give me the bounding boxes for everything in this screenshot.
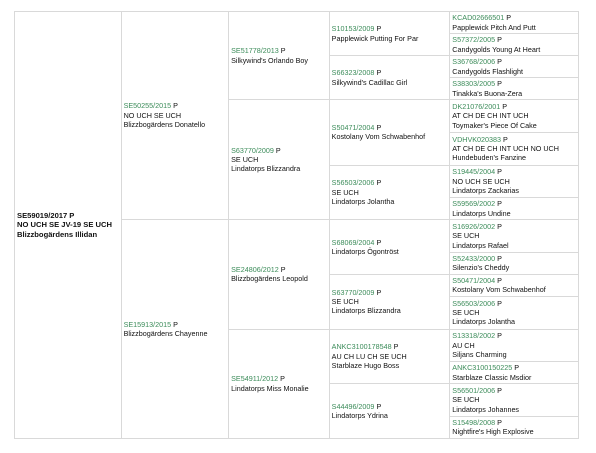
registration-link[interactable]: VDHVK020383 xyxy=(452,134,502,144)
ancestor-cell-gen3 xyxy=(329,384,450,439)
sex-marker: P xyxy=(280,374,285,384)
registration-link[interactable]: DK21076/2001 xyxy=(452,102,501,112)
reg-line xyxy=(452,222,576,231)
dog-name: Silkywind's Cadillac Girl xyxy=(331,77,408,87)
titles: SE UCH xyxy=(331,187,359,197)
sex-marker: P xyxy=(503,134,508,144)
sex-marker: P xyxy=(173,319,178,329)
reg-line xyxy=(231,265,327,274)
titles: SE UCH xyxy=(331,297,359,306)
reg-line xyxy=(452,135,576,144)
registration-link[interactable]: S15498/2008 xyxy=(452,417,496,427)
reg-line xyxy=(332,402,448,411)
sex-marker: P xyxy=(497,276,502,286)
ancestor-cell-gen4 xyxy=(450,78,579,100)
dog-name: Toymaker's Piece Of Cake xyxy=(452,120,537,130)
titles: AT CH DE CH INT UCH NO UCH xyxy=(452,144,559,154)
sex-marker: P xyxy=(376,287,382,297)
registration-link[interactable]: S56503/2006 xyxy=(331,178,375,188)
registration-link[interactable]: ANKC3100150225 xyxy=(452,363,513,373)
reg-line xyxy=(452,199,576,208)
reg-line xyxy=(17,211,119,220)
ancestor-cell-gen4 xyxy=(450,416,579,438)
reg-line xyxy=(231,46,327,55)
titles: SE UCH xyxy=(452,231,480,241)
ancestor-cell-gen4 xyxy=(450,34,579,56)
dog-name: Kostolany Vom Schwabenhof xyxy=(452,285,546,295)
ancestor-cell-gen4 xyxy=(450,362,579,384)
ancestor-cell-gen4 xyxy=(450,384,579,417)
titles: AU CH LU CH SE UCH xyxy=(331,351,407,361)
registration-link[interactable]: SE24806/2012 xyxy=(231,264,279,274)
dog-name: Siljans Charming xyxy=(452,350,507,360)
registration-link[interactable]: S13318/2002 xyxy=(452,331,496,341)
sex-marker: P xyxy=(280,46,286,56)
dog-name: Blizzbogärdens Leopold xyxy=(231,274,308,284)
titles: AT CH DE CH INT UCH xyxy=(452,111,529,121)
registration-link[interactable]: S36768/2006 xyxy=(452,57,496,67)
ancestor-cell-gen2 xyxy=(229,220,330,329)
ancestor-cell-gen3 xyxy=(329,12,450,56)
ancestor-cell-gen3 xyxy=(329,165,450,220)
sex-marker: P xyxy=(173,101,178,111)
ancestor-cell-gen4 xyxy=(450,165,579,198)
registration-link[interactable]: S10153/2009 xyxy=(331,24,375,34)
reg-line xyxy=(332,288,448,297)
sex-marker: P xyxy=(280,264,286,274)
registration-link[interactable]: KCAD02666501 xyxy=(452,13,505,23)
ancestor-cell-gen4 xyxy=(450,198,579,220)
ancestor-cell-gen2 xyxy=(229,12,330,100)
registration-link[interactable]: S68069/2004 xyxy=(331,237,375,247)
ancestor-cell-gen4 xyxy=(450,329,579,362)
reg-line xyxy=(452,13,576,22)
sex-marker: P xyxy=(514,363,520,373)
registration-link[interactable]: S38303/2005 xyxy=(452,79,496,89)
registration-link[interactable]: S63770/2009 xyxy=(231,145,274,155)
dog-name: Tinakka's Buona-Zera xyxy=(452,88,523,98)
reg-line xyxy=(452,418,576,427)
dog-name: Candygolds Flashlight xyxy=(452,66,524,76)
reg-line xyxy=(452,35,576,44)
sex-marker: P xyxy=(506,13,512,23)
reg-line xyxy=(452,299,576,308)
sex-marker: P xyxy=(376,24,382,34)
sex-marker: P xyxy=(497,221,502,231)
ancestor-cell-gen1 xyxy=(121,12,229,220)
dog-name: Blizzbogärdens Donatello xyxy=(123,120,206,130)
dog-name: Starblaze Hugo Boss xyxy=(331,361,400,371)
dog-name: Lindatorps Miss Monalie xyxy=(231,383,309,393)
registration-link[interactable]: S16926/2002 xyxy=(452,221,496,231)
dog-name: Silkywind's Orlando Boy xyxy=(231,55,308,65)
dog-name: Lindatorps Jolantha xyxy=(452,317,516,327)
sex-marker: P xyxy=(497,35,502,45)
titles: NO UCH SE JV-19 SE UCH xyxy=(17,220,112,230)
registration-link[interactable]: SE50255/2015 xyxy=(123,101,172,111)
dog-name: Lindatorps Blizzandra xyxy=(231,164,301,174)
sex-marker: P xyxy=(497,199,502,209)
reg-line xyxy=(124,101,227,110)
dog-name: Lindatorps Rafael xyxy=(452,240,509,250)
reg-line xyxy=(332,123,448,132)
registration-link[interactable]: S19445/2004 xyxy=(452,167,496,177)
ancestor-cell-gen1 xyxy=(121,220,229,439)
ancestor-cell-gen4 xyxy=(450,132,579,165)
registration-link[interactable]: S56501/2006 xyxy=(452,385,496,395)
reg-line xyxy=(332,238,448,247)
registration-link[interactable]: S66323/2008 xyxy=(331,68,375,78)
reg-line xyxy=(332,68,448,77)
reg-line xyxy=(452,79,576,88)
ancestor-cell-gen4 xyxy=(450,100,579,133)
sex-marker: P xyxy=(502,102,508,112)
reg-line xyxy=(452,331,576,340)
dog-name: Papplewick Pitch And Putt xyxy=(452,22,536,32)
subject-dog-cell xyxy=(15,12,122,439)
sex-marker: P xyxy=(497,298,502,308)
sex-marker: P xyxy=(497,385,502,395)
pedigree-row xyxy=(15,12,579,34)
dog-name: Lindatorps Jolantha xyxy=(331,197,395,207)
reg-line xyxy=(231,374,327,383)
titles: AU CH xyxy=(452,340,475,350)
ancestor-cell-gen4 xyxy=(450,296,579,329)
titles: SE UCH xyxy=(452,308,480,318)
titles: SE UCH xyxy=(452,395,480,405)
dog-name: Lindatorps Ögontröst xyxy=(331,247,399,257)
dog-name: Kostolany Vom Schwabenhof xyxy=(331,132,426,142)
titles: SE UCH xyxy=(231,155,259,165)
sex-marker: P xyxy=(376,401,382,411)
reg-line xyxy=(452,167,576,176)
ancestor-cell-gen2 xyxy=(229,100,330,220)
ancestor-cell-gen3 xyxy=(329,100,450,165)
dog-name: Lindatorps Undine xyxy=(452,208,511,218)
registration-link[interactable]: SE15913/2015 xyxy=(123,319,172,329)
ancestor-cell-gen2 xyxy=(229,329,330,438)
registration-link[interactable]: S63770/2009 xyxy=(331,287,375,297)
registration-link[interactable]: S59569/2002 xyxy=(452,199,496,209)
dog-name: Candygolds Young At Heart xyxy=(452,44,541,54)
dog-name: Silenzio's Cheddy xyxy=(452,263,510,273)
registration-link[interactable]: SE51778/2013 xyxy=(231,46,279,56)
registration-link[interactable]: SE54911/2012 xyxy=(231,374,279,384)
registration-link[interactable]: S52433/2000 xyxy=(452,253,496,263)
registration-link[interactable]: S50471/2004 xyxy=(452,276,496,286)
ancestor-cell-gen3 xyxy=(329,220,450,275)
reg-line xyxy=(124,320,227,329)
reg-line xyxy=(231,146,327,155)
dog-name: Starblaze Classic Msdior xyxy=(452,372,532,382)
dog-name: Hundebuden's Fanzine xyxy=(452,153,526,163)
reg-line xyxy=(452,254,576,263)
dog-name: Lindatorps Ydrina xyxy=(331,411,388,421)
ancestor-cell-gen4 xyxy=(450,220,579,253)
sex-marker: P xyxy=(497,417,502,427)
sex-marker: P xyxy=(275,145,281,155)
reg-line xyxy=(452,386,576,395)
sex-marker: P xyxy=(497,167,502,177)
dog-name: Blizzbogärdens Chayenne xyxy=(123,329,208,339)
ancestor-cell-gen4 xyxy=(450,274,579,296)
ancestor-cell-gen3 xyxy=(329,56,450,100)
dog-name: Nightfire's High Explosive xyxy=(452,427,534,437)
registration-link[interactable]: ANKC3100178548 xyxy=(331,342,392,352)
sex-marker: P xyxy=(497,331,502,341)
dog-name: Blizzbogärdens Illidan xyxy=(17,229,98,239)
reg-line xyxy=(332,178,448,187)
sex-marker: P xyxy=(376,178,382,188)
titles: NO UCH SE UCH xyxy=(452,176,510,186)
registration-link[interactable]: SE59019/2017 xyxy=(17,210,68,220)
reg-line xyxy=(452,102,576,111)
pedigree-table xyxy=(14,11,579,439)
reg-line xyxy=(332,342,448,351)
sex-marker: P xyxy=(376,68,382,78)
sex-marker: P xyxy=(497,57,502,67)
ancestor-cell-gen4 xyxy=(450,56,579,78)
titles: NO UCH SE UCH xyxy=(123,110,182,120)
registration-link[interactable]: S56503/2006 xyxy=(452,298,496,308)
dog-name: Papplewick Putting For Par xyxy=(331,33,419,43)
ancestor-cell-gen4 xyxy=(450,12,579,34)
ancestor-cell-gen3 xyxy=(329,329,450,384)
ancestor-cell-gen3 xyxy=(329,274,450,329)
registration-link[interactable]: S44496/2009 xyxy=(331,401,375,411)
sex-marker: P xyxy=(69,210,75,220)
ancestor-cell-gen4 xyxy=(450,252,579,274)
sex-marker: P xyxy=(376,237,382,247)
reg-line xyxy=(452,57,576,66)
sex-marker: P xyxy=(393,342,399,352)
reg-line xyxy=(332,24,448,33)
reg-line xyxy=(452,363,576,372)
registration-link[interactable]: S57372/2005 xyxy=(452,35,496,45)
registration-link[interactable]: S50471/2004 xyxy=(331,123,375,133)
dog-name: Lindatorps Johannes xyxy=(452,404,520,414)
sex-marker: P xyxy=(376,123,382,133)
dog-name: Lindatorps Blizzandra xyxy=(331,306,401,316)
sex-marker: P xyxy=(497,253,502,263)
dog-name: Lindatorps Zackarias xyxy=(452,186,520,196)
reg-line xyxy=(452,276,576,285)
sex-marker: P xyxy=(497,79,502,89)
